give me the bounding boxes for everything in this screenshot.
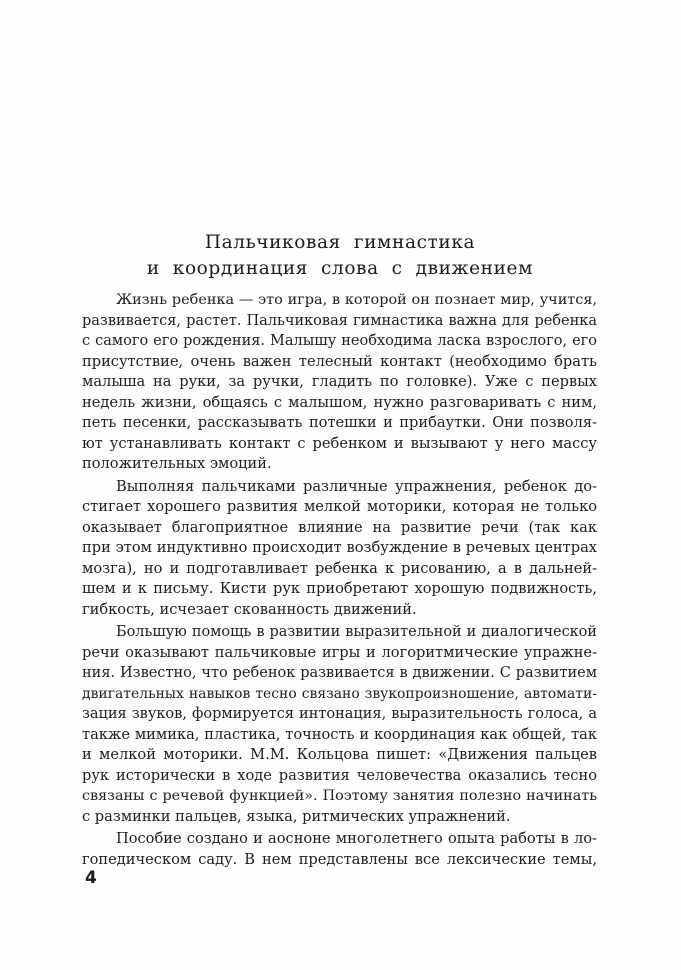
text-line: речи оказывают пальчиковые игры и логоритмические упражне-: [82, 643, 597, 661]
page-number: 4: [85, 868, 97, 888]
heading-line-1: Пальчиковая гимнастика: [204, 232, 476, 253]
text-line: также мимика, пластика, точность и координация как общей, так: [82, 725, 597, 743]
text-line: шем и к письму. Кисти рук приобретают хорошую подвижность,: [82, 580, 597, 597]
text-line: гопедическом саду. В нем представлены все лексические темы,: [82, 850, 597, 868]
text-line: Пособие создано и аосноне многолетнего опыта работы в ло-: [116, 830, 597, 847]
body-text: [82, 290, 597, 870]
section-heading: [80, 230, 600, 282]
paragraph-1: [82, 290, 597, 475]
heading-line-2: и координация слова с движением: [146, 258, 534, 279]
paragraph-2: [82, 477, 597, 621]
text-line: с разминки пальцев, языка, ритмических упражнений.: [82, 807, 511, 825]
text-line: присутствие, очень важен телесный контакт (необходимо брать: [82, 352, 597, 370]
text-line: Жизнь ребенка — это игра, в которой он познает мир, учится,: [116, 292, 597, 308]
text-line: при этом индуктивно происходит возбуждение в речевых центрах: [82, 539, 597, 556]
text-line: рук исторически в ходе развития человечества оказались тесно: [82, 766, 597, 784]
text-line: положительных эмоций.: [82, 455, 272, 472]
text-line: мозга), но и подготавливает ребенка к рисованию, а в дальней-: [82, 559, 597, 577]
text-line: стигает хорошего развития мелкой моторики, которая не только: [82, 498, 597, 515]
text-line: петь песенки, рассказывать потешки и прибаутки. Они позволя-: [82, 414, 597, 431]
paragraph-3: [82, 622, 597, 827]
text-line: с самого его рождения. Малышу необходима ласка взрослого, его: [82, 333, 597, 349]
text-line: и мелкой моторики. М.М. Кольцова пишет: «Движения пальцев: [82, 746, 597, 763]
text-line: двигательных навыков тесно связано звукопроизношение, автомати-: [82, 685, 597, 702]
text-line: связаны с речевой функцией». Поэтому занятия полезно начинать: [82, 788, 597, 804]
text-line: малыша на руки, за ручки, гладить по головке). Уже с первых: [82, 373, 597, 390]
text-line: зация звуков, формируется интонация, выразительность голоса, а: [82, 706, 597, 722]
text-line: развивается, растет. Пальчиковая гимнастика важна для ребенка: [82, 312, 597, 329]
text-line: Большую помощь в развитии выразительной и диалогической: [116, 624, 597, 640]
text-line: гибкость, исчезает скованность движений.: [82, 600, 417, 618]
text-line: ют устанавливать контакт с ребенком и вызывают у него массу: [82, 434, 597, 452]
paragraph-4: [82, 829, 597, 870]
text-line: ния. Известно, что ребенок развивается в движении. С развитием: [82, 665, 597, 681]
text-line: Выполняя пальчиками различные упражнения, ребенок до-: [116, 477, 597, 495]
text-line: оказывает благоприятное влияние на развитие речи (так как: [82, 518, 597, 536]
text-line: недель жизни, общаясь с малышом, нужно разговаривать с ним,: [82, 393, 597, 411]
